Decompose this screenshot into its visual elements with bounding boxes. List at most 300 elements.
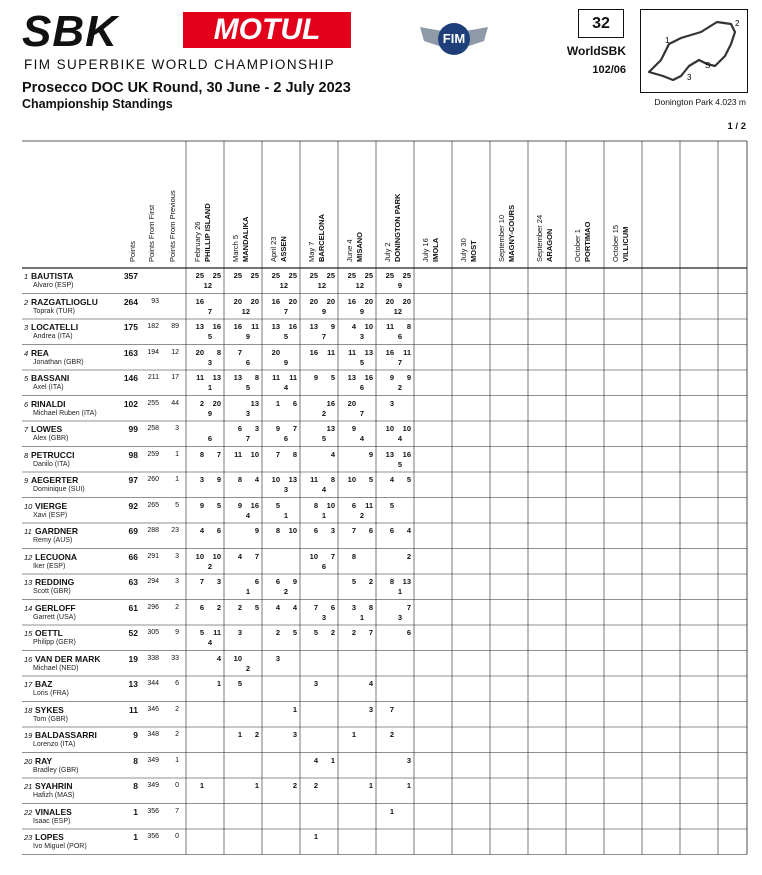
race2-points: 6 xyxy=(368,526,373,535)
rider-points: 52 xyxy=(128,628,138,638)
race2-points: 3 xyxy=(368,704,373,714)
superpole-race-points: 3 xyxy=(207,357,212,367)
header-round-name: PORTIMAO xyxy=(583,221,592,262)
superpole-race-points: 9 xyxy=(245,332,250,341)
circuit-caption: Donington Park 4.023 m xyxy=(654,97,746,107)
superpole-race-points: 6 xyxy=(321,561,326,571)
race2-points: 13 xyxy=(250,398,259,408)
rider-surname: VINALES xyxy=(35,806,72,817)
race1-points: 3 xyxy=(313,679,318,688)
race1-points: 13 xyxy=(347,373,356,382)
points-from-previous: 1 xyxy=(175,476,179,483)
rider-firstname: Xavi (ESP) xyxy=(33,511,68,519)
race1-points: 6 xyxy=(389,526,394,535)
superpole-race-points: 2 xyxy=(245,663,250,673)
rider-points: 98 xyxy=(128,449,138,460)
race1-points: 6 xyxy=(199,602,204,612)
points-from-previous: 3 xyxy=(175,425,179,432)
race1-points: 2 xyxy=(237,602,242,612)
map-label-2: 2 xyxy=(735,19,740,28)
rider-points: 19 xyxy=(128,653,138,664)
race1-points: 25 xyxy=(385,271,394,280)
race1-points: 4 xyxy=(275,602,280,612)
rider-position: 4 xyxy=(24,348,29,358)
fim-logo-text: FIM xyxy=(442,31,466,46)
race1-points: 4 xyxy=(237,551,242,561)
map-label-3: 3 xyxy=(687,73,692,82)
race1-points: 2 xyxy=(351,628,356,637)
race2-points: 25 xyxy=(364,271,373,280)
points-from-previous: 1 xyxy=(175,756,179,764)
rider-points: 69 xyxy=(128,526,138,536)
header-round-name: DONINGTON PARK xyxy=(393,193,402,262)
header-round-name: PHILLIP ISLAND xyxy=(203,203,212,262)
rider-surname: LOWES xyxy=(31,424,63,434)
rider-points: 92 xyxy=(128,500,138,511)
rider-firstname: Ivo Miguel (POR) xyxy=(33,843,87,850)
series-name: WorldSBK xyxy=(566,44,626,58)
rider-position: 8 xyxy=(24,450,29,460)
points-from-first: 194 xyxy=(147,348,159,356)
race2-points: 11 xyxy=(403,347,411,357)
superpole-race-points: 6 xyxy=(283,434,288,443)
race1-points: 1 xyxy=(275,398,280,408)
points-from-first: 291 xyxy=(147,552,159,560)
championship-tagline: FIM SUPERBIKE WORLD CHAMPIONSHIP xyxy=(24,57,336,72)
race2-points: 4 xyxy=(368,679,373,688)
race1-points: 4 xyxy=(199,526,204,535)
rider-surname: OETTL xyxy=(35,628,63,638)
rider-surname: VIERGE xyxy=(35,500,68,511)
race2-points: 5 xyxy=(254,602,259,612)
rider-firstname: Iker (ESP) xyxy=(33,562,66,570)
race1-points: 16 xyxy=(309,347,318,357)
rider-points: 264 xyxy=(123,296,138,307)
rider-surname: LOPES xyxy=(35,832,64,842)
race1-points: 10 xyxy=(309,551,318,561)
rider-position: 13 xyxy=(24,578,33,587)
race2-points: 13 xyxy=(402,577,411,586)
points-from-first: 296 xyxy=(147,603,159,611)
race2-points: 3 xyxy=(254,424,259,433)
race2-points: 10 xyxy=(212,551,221,561)
race2-points: 3 xyxy=(330,526,335,535)
superpole-race-points: 9 xyxy=(207,408,212,418)
superpole-race-points: 2 xyxy=(359,510,364,520)
rider-surname: BAZ xyxy=(35,679,53,689)
race1-points: 2 xyxy=(389,730,394,739)
race1-points: 25 xyxy=(195,271,204,280)
event-title: Prosecco DOC UK Round, 30 June - 2 July 2023 xyxy=(22,80,351,96)
race1-points: 9 xyxy=(237,500,242,510)
superpole-race-points: 3 xyxy=(283,485,288,494)
superpole-race-points: 2 xyxy=(207,561,212,571)
rider-firstname: Alvaro (ESP) xyxy=(33,282,74,289)
header-round-date: July 2 xyxy=(383,242,392,262)
race2-points: 13 xyxy=(212,373,221,382)
race2-points: 9 xyxy=(254,526,259,535)
race2-points: 25 xyxy=(402,271,411,280)
header-round-name: VILLICUM xyxy=(621,226,630,262)
rider-points: 99 xyxy=(128,424,138,434)
race1-points: 8 xyxy=(275,526,280,535)
race1-points: 13 xyxy=(195,322,204,331)
race2-points: 6 xyxy=(216,526,221,535)
race2-points: 2 xyxy=(330,628,335,637)
rider-position: 2 xyxy=(24,297,29,307)
race2-points: 10 xyxy=(326,500,335,510)
superpole-race-points: 2 xyxy=(397,383,402,392)
race1-points: 20 xyxy=(233,296,242,306)
race2-points: 11 xyxy=(289,373,297,382)
rider-surname: SYKES xyxy=(35,704,64,715)
superpole-race-points: 5 xyxy=(321,434,326,443)
race2-points: 5 xyxy=(368,475,373,484)
header-round-date: October 15 xyxy=(611,224,620,262)
superpole-race-points: 12 xyxy=(355,281,364,290)
race1-points: 5 xyxy=(237,679,242,688)
race2-points: 6 xyxy=(330,602,335,612)
superpole-race-points: 7 xyxy=(245,434,250,443)
race1-points: 20 xyxy=(309,296,318,306)
race2-points: 10 xyxy=(402,424,411,433)
sbk-logo: SBK xyxy=(22,7,118,56)
race2-points: 20 xyxy=(326,296,335,306)
rider-position: 16 xyxy=(24,654,33,664)
header-points-from-first: Points From First xyxy=(147,204,156,262)
points-from-previous: 2 xyxy=(175,731,179,738)
superpole-race-points: 1 xyxy=(283,510,288,520)
race1-points: 11 xyxy=(310,475,318,484)
race1-points: 4 xyxy=(389,475,394,484)
race2-points: 8 xyxy=(254,373,259,382)
rider-surname: RAZGATLIOGLU xyxy=(31,296,98,307)
rider-position: 15 xyxy=(24,629,33,638)
race1-points: 16 xyxy=(347,296,356,306)
header-round-date: February 26 xyxy=(193,221,202,262)
race2-points: 25 xyxy=(288,271,297,280)
rider-firstname: Toprak (TUR) xyxy=(33,307,76,315)
race2-points: 1 xyxy=(330,755,335,765)
race1-points: 3 xyxy=(237,628,242,637)
race2-points: 3 xyxy=(292,730,297,739)
points-from-first: 255 xyxy=(147,399,159,407)
rider-firstname: Michael (NED) xyxy=(33,664,79,672)
rider-surname: REA xyxy=(31,347,49,358)
points-from-first: 93 xyxy=(151,297,159,305)
race2-points: 6 xyxy=(406,628,411,637)
race2-points: 7 xyxy=(368,628,373,637)
points-from-previous: 2 xyxy=(175,603,179,611)
race1-points: 6 xyxy=(275,577,280,586)
rider-position: 11 xyxy=(24,527,32,536)
race1-points: 7 xyxy=(313,602,318,612)
race1-points: 16 xyxy=(195,296,204,306)
points-from-previous: 12 xyxy=(171,348,179,356)
rider-surname: BAUTISTA xyxy=(31,271,74,281)
superpole-race-points: 7 xyxy=(283,306,288,316)
superpole-race-points: 6 xyxy=(207,434,212,443)
race1-points: 1 xyxy=(351,730,356,739)
race2-points: 5 xyxy=(330,373,335,382)
superpole-race-points: 3 xyxy=(359,332,364,341)
map-label-1: 1 xyxy=(665,36,670,45)
header-round-date: September 10 xyxy=(497,214,506,262)
rider-points: 8 xyxy=(133,781,138,791)
race1-points: 5 xyxy=(351,577,356,586)
race2-points: 3 xyxy=(216,577,221,586)
header-round-name: IMOLA xyxy=(431,237,440,262)
race2-points: 4 xyxy=(216,653,221,663)
header-points-from-previous: Points From Previous xyxy=(168,190,177,262)
race1-points: 5 xyxy=(389,500,394,510)
rider-surname: BALDASSARRI xyxy=(35,730,97,740)
race2-points: 7 xyxy=(292,424,297,433)
race1-points: 5 xyxy=(275,500,280,510)
header-round-date: October 1 xyxy=(573,229,582,262)
race1-points: 4 xyxy=(351,322,356,331)
points-from-previous: 44 xyxy=(171,399,179,407)
race1-points: 6 xyxy=(313,526,318,535)
race2-points: 2 xyxy=(406,551,411,561)
event-subtitle: Championship Standings xyxy=(22,97,173,111)
rider-points: 357 xyxy=(123,271,138,281)
race2-points: 16 xyxy=(364,373,373,382)
race1-points: 16 xyxy=(385,347,394,357)
race2-points: 8 xyxy=(368,602,373,612)
race2-points: 1 xyxy=(368,781,373,790)
points-from-previous: 5 xyxy=(175,501,179,509)
points-from-previous: 9 xyxy=(175,629,179,636)
race2-points: 16 xyxy=(250,500,259,510)
points-from-first: 258 xyxy=(147,425,159,432)
superpole-race-points: 9 xyxy=(321,306,326,316)
race2-points: 16 xyxy=(326,398,335,408)
superpole-race-points: 7 xyxy=(397,357,402,367)
header-round-date: April 23 xyxy=(269,236,278,262)
race2-points: 7 xyxy=(406,602,411,612)
points-from-first: 182 xyxy=(147,323,159,330)
rider-points: 61 xyxy=(128,602,138,613)
race1-points: 4 xyxy=(313,755,318,765)
rider-firstname: Jonathan (GBR) xyxy=(33,358,84,366)
rider-surname: BASSANI xyxy=(31,373,70,383)
race1-points: 13 xyxy=(385,449,394,459)
superpole-race-points: 4 xyxy=(245,510,250,520)
superpole-race-points: 9 xyxy=(359,306,364,316)
race1-points: 1 xyxy=(199,781,204,790)
points-from-first: 288 xyxy=(147,527,159,534)
race2-points: 4 xyxy=(254,475,259,484)
race2-points: 7 xyxy=(330,551,335,561)
superpole-race-points: 5 xyxy=(245,383,250,392)
race1-points: 8 xyxy=(351,551,356,561)
superpole-race-points: 4 xyxy=(207,638,212,647)
rider-position: 1 xyxy=(24,272,29,281)
race1-points: 2 xyxy=(199,398,204,408)
superpole-race-points: 7 xyxy=(321,332,326,341)
race1-points: 11 xyxy=(348,347,356,357)
race1-points: 11 xyxy=(234,449,242,459)
race1-points: 9 xyxy=(351,424,356,433)
rider-position: 21 xyxy=(24,782,33,791)
superpole-race-points: 3 xyxy=(397,612,402,622)
superpole-race-points: 12 xyxy=(279,281,288,290)
race2-points: 25 xyxy=(212,271,221,280)
superpole-race-points: 3 xyxy=(321,612,326,622)
race2-points: 13 xyxy=(364,347,373,357)
race1-points: 9 xyxy=(389,373,394,382)
superpole-race-points: 12 xyxy=(241,306,250,316)
superpole-race-points: 6 xyxy=(359,383,364,392)
rider-firstname: Garrett (USA) xyxy=(33,613,76,621)
rider-position: 23 xyxy=(24,833,33,842)
race1-points: 10 xyxy=(385,424,394,433)
race2-points: 4 xyxy=(292,602,297,612)
race1-points: 1 xyxy=(237,730,242,739)
race1-points: 2 xyxy=(313,781,318,790)
race1-points: 8 xyxy=(199,449,204,459)
race2-points: 13 xyxy=(288,475,297,484)
race1-points: 5 xyxy=(199,628,204,637)
race2-points: 11 xyxy=(365,500,373,510)
race2-points: 9 xyxy=(368,449,373,459)
race1-points: 10 xyxy=(195,551,204,561)
points-from-first: 356 xyxy=(147,807,159,815)
superpole-race-points: 12 xyxy=(317,281,326,290)
rider-points: 163 xyxy=(123,347,138,358)
rider-firstname: Michael Ruben (ITA) xyxy=(33,409,97,417)
race2-points: 10 xyxy=(288,526,297,535)
header-round-name: ASSEN xyxy=(279,236,288,262)
header-round-name: MISANO xyxy=(355,232,364,262)
race1-points: 8 xyxy=(389,577,394,586)
document-code: 102/06 xyxy=(592,64,626,76)
superpole-race-points: 1 xyxy=(359,612,364,622)
race2-points: 25 xyxy=(326,271,335,280)
header-round-name: ARAGON xyxy=(545,228,554,262)
rider-position: 19 xyxy=(24,731,33,740)
race2-points: 2 xyxy=(216,602,221,612)
superpole-race-points: 12 xyxy=(393,306,402,316)
race2-points: 16 xyxy=(212,322,221,331)
race1-points: 25 xyxy=(309,271,318,280)
race1-points: 2 xyxy=(275,628,280,637)
race1-points: 11 xyxy=(386,322,394,331)
rider-surname: RINALDI xyxy=(31,398,66,409)
race2-points: 4 xyxy=(330,449,335,459)
header-round-date: June 4 xyxy=(345,239,354,262)
superpole-race-points: 3 xyxy=(245,408,250,418)
race1-points: 20 xyxy=(385,296,394,306)
race2-points: 10 xyxy=(364,322,373,331)
race1-points: 3 xyxy=(199,475,204,484)
rider-firstname: Andrea (ITA) xyxy=(33,333,73,340)
rider-position: 12 xyxy=(24,552,33,562)
race2-points: 8 xyxy=(330,475,335,484)
race2-points: 9 xyxy=(330,322,335,331)
race1-points: 16 xyxy=(271,296,280,306)
superpole-race-points: 4 xyxy=(359,434,364,443)
superpole-race-points: 5 xyxy=(207,332,212,341)
race2-points: 16 xyxy=(402,449,411,459)
race1-points: 13 xyxy=(271,322,280,331)
superpole-race-points: 9 xyxy=(283,357,288,367)
rider-surname: SYAHRIN xyxy=(35,781,73,791)
race1-points: 9 xyxy=(275,424,280,433)
rider-position: 18 xyxy=(24,705,33,715)
map-label-s: S xyxy=(705,61,711,70)
race2-points: 9 xyxy=(292,577,297,586)
race1-points: 7 xyxy=(389,704,394,714)
points-from-first: 346 xyxy=(147,705,159,713)
rider-firstname: Bradley (GBR) xyxy=(33,766,79,774)
race1-points: 13 xyxy=(309,322,318,331)
race1-points: 3 xyxy=(351,602,356,612)
race2-points: 1 xyxy=(292,704,297,714)
race2-points: 8 xyxy=(406,322,411,331)
page-number: 1 / 2 xyxy=(727,121,746,132)
rider-position: 20 xyxy=(24,756,33,766)
race1-points: 1 xyxy=(389,806,394,816)
rider-points: 13 xyxy=(128,679,138,689)
race1-points: 3 xyxy=(389,398,394,408)
race1-points: 25 xyxy=(271,271,280,280)
race1-points: 7 xyxy=(275,449,280,459)
race2-points: 8 xyxy=(292,449,297,459)
race1-points: 20 xyxy=(271,347,280,357)
race1-points: 10 xyxy=(233,653,242,663)
rider-points: 11 xyxy=(129,704,138,715)
rider-firstname: Philipp (GER) xyxy=(33,639,76,646)
rider-firstname: Danilo (ITA) xyxy=(33,460,70,468)
points-from-previous: 33 xyxy=(171,654,179,662)
race2-points: 13 xyxy=(326,424,335,433)
race2-points: 20 xyxy=(288,296,297,306)
rider-position: 14 xyxy=(24,603,33,613)
rider-firstname: Lorenzo (ITA) xyxy=(33,741,76,748)
rider-position: 5 xyxy=(24,374,29,383)
superpole-race-points: 1 xyxy=(321,510,326,520)
race2-points: 3 xyxy=(406,755,411,765)
points-from-first: 349 xyxy=(147,782,159,789)
rider-firstname: Isaac (ESP) xyxy=(33,817,71,825)
points-from-first: 338 xyxy=(147,654,159,662)
race1-points: 8 xyxy=(313,500,318,510)
superpole-race-points: 4 xyxy=(321,485,326,494)
points-from-previous: 3 xyxy=(175,552,179,560)
points-from-first: 305 xyxy=(147,629,159,636)
race1-points: 16 xyxy=(233,322,242,331)
rider-points: 102 xyxy=(123,398,138,409)
rider-points: 175 xyxy=(123,322,138,332)
rider-points: 66 xyxy=(128,551,138,562)
race1-points: 11 xyxy=(196,373,204,382)
race2-points: 20 xyxy=(250,296,259,306)
superpole-race-points: 1 xyxy=(397,587,402,596)
points-from-previous: 3 xyxy=(175,578,179,585)
rider-firstname: Axel (ITA) xyxy=(33,384,64,391)
race2-points: 16 xyxy=(288,322,297,331)
superpole-race-points: 6 xyxy=(245,357,250,367)
rider-points: 1 xyxy=(133,832,138,842)
points-from-first: 294 xyxy=(147,578,159,585)
race2-points: 1 xyxy=(254,781,259,790)
race2-points: 5 xyxy=(292,628,297,637)
race2-points: 7 xyxy=(254,551,259,561)
rider-surname: RAY xyxy=(35,755,53,766)
rider-surname: LOCATELLI xyxy=(31,322,79,332)
